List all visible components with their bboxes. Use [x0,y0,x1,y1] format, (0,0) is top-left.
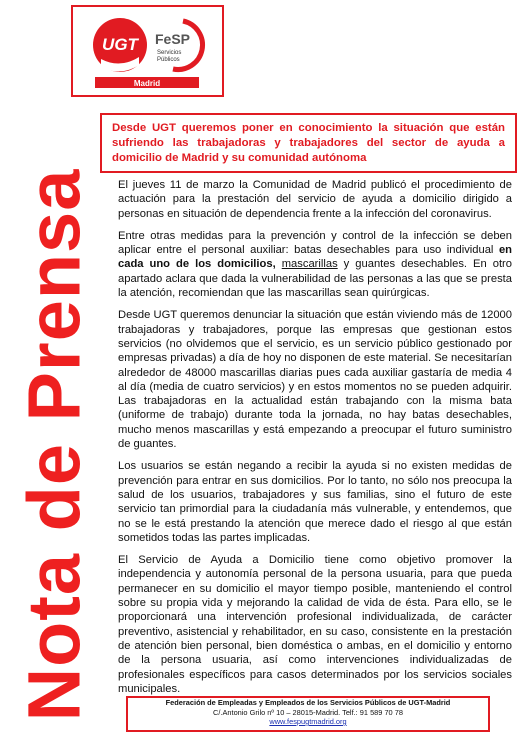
logo-box [71,5,224,97]
p2-underline: mascarillas [281,258,338,271]
footer-org: Federación de Empleadas y Empleados de los Servicios Públicos de UGT-Madrid [165,698,451,707]
p2-bold: en cada uno de los domicilios, [118,244,512,271]
p2-text-e: y guantes desechables. En otro apartado aclara que dada la vulnerabilidad de las personas a las que se presta la atención, recomiendan que las mascarillas sean quirúrgicas. [118,258,513,300]
fesp-sub2: Públicos [157,57,180,63]
fesp-sub1: Servicios [157,50,182,56]
article-body [118,178,512,704]
paragraph-5: El Servicio de Ayuda a Domicilio tiene como objetivo promover la independencia y autonomía personal de la persona usuaria, para que pueda permanecer en su domicilio el mayor tiempo posible, manteniendo el control sobre su propia vida y mejorando la calidad de vida de ésta. Para ello, se le proporcionará una intervención profesional individualizada, de carácter preventivo, asistencial y rehabilitador, en su caso, consistente en la prestación de atención bien personal, bien doméstica o ambas, en el domicilio y entorno de la persona usuaria, así como intervenciones individualizadas de profesionales específicos para casos determinados por los servicios sociales municipales. [118,554,512,695]
paragraph-3: Desde UGT queremos denunciar la situación que están viviendo más de 12000 trabajadoras y trabajadores, porque las empresas que gestionan estos servicios (no olvidemos que el servicio, es un servicio público gestionado por empresas privadas) a día de hoy no disponen de este material. Se necesitarían alrededor de 48000 mascarillas diarias pues cada auxiliar gastaría de media 4 al día (media de cuatro servicios) y en estos momentos no se pueden adquirir. Las trabajadoras en la actualidad están trabajando con la misma bata (uniforme de trabajo) durante toda la jornada, no hay batas desechables, mucho menos mascarillas y está empezando a preocupar el futuro suministro de guantes. [118,309,512,451]
madrid-label: Madrid [133,79,161,88]
headline-box [100,113,517,173]
footer-box [126,696,490,732]
fesp-logo-text: FeSP [155,31,191,47]
footer-website-link[interactable]: www.fespugtmadrid.org [269,717,347,726]
vertical-banner [0,150,110,740]
ugt-logo-text: UGT [102,35,138,54]
headline: Desde UGT queremos poner en conocimiento la situación que están sufriendo las trabajadoras y trabajadores del sector de ayuda a domicilio de Madrid y su comunidad autónoma [112,122,505,164]
ugt-fesp-logo [73,7,221,95]
paragraph-2 [118,229,512,300]
paragraph-4: Los usuarios se están negando a recibir la ayuda si no existen medidas de prevención para entrar en sus domicilios. Por lo tanto, no sólo nos preocupa la salud de los usuarios, trabajadores y sus familias, sino el futuro de este servicio tan primordial para la ciudadanía más vulnerable, y entendemos, que no se le está prestando la atención que merece dado el riesgo al que están sometidos todas las partes implicadas. [118,460,512,544]
nota-de-prensa-title: Nota de Prensa [12,168,96,722]
paragraph-1: El jueves 11 de marzo la Comunidad de Madrid publicó el procedimiento de actuación para la prestación del servicio de ayuda a domicilio dirigido a personas en situación de dependencia frente a la infección del coronavirus. [118,179,512,220]
p2-text-a: Entre otras medidas para la prevención y control de la infección se deben aplicar entre el personal auxiliar: batas desechables para uso individual [118,229,512,257]
footer-address: C/.Antonio Grilo nº 10 – 28015-Madrid. Telf.: 91 589 70 78 [213,707,403,717]
